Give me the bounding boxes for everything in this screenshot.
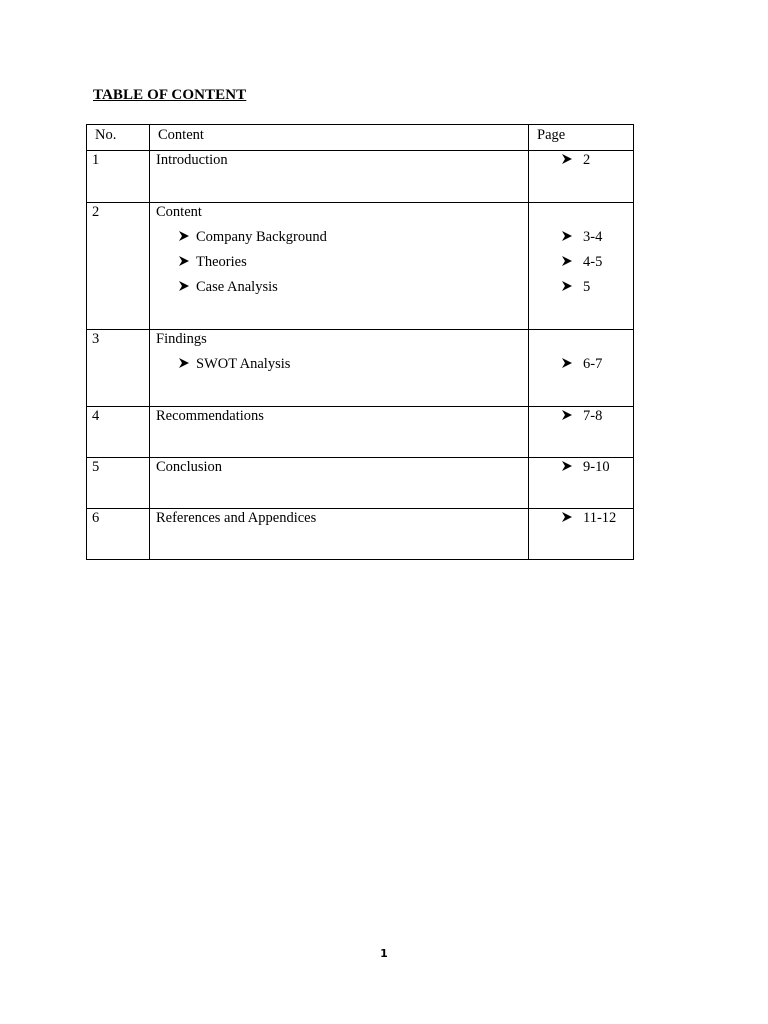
table-of-contents [86,124,634,560]
cell-number [87,509,150,560]
subsection-label: Company Background [196,229,327,245]
row-number: 2 [92,204,100,220]
subsection-item [150,355,528,380]
page-reference [529,278,633,303]
table-row [87,203,634,330]
page-range: 9-10 [583,459,610,475]
header-content: Content [150,125,529,151]
arrowhead-bullet-icon [561,409,573,421]
page-reference [529,253,633,278]
table-header-row [87,125,634,151]
page-reference [529,458,633,483]
cell-number [87,203,150,330]
subsection-list [150,355,528,380]
arrowhead-bullet-icon [178,357,190,369]
cell-content [150,407,529,458]
arrowhead-bullet-icon [178,230,190,242]
header-no: No. [87,125,150,151]
cell-content [150,509,529,560]
subsection-item [150,228,528,253]
page-number: 1 [380,947,388,960]
subsection-item [150,278,528,303]
arrowhead-bullet-icon [561,153,573,165]
page-reference [529,228,633,253]
page-range: 7-8 [583,408,603,424]
document-title: TABLE OF CONTENT [93,87,247,103]
page-range: 2 [583,152,591,168]
cell-number [87,330,150,407]
arrowhead-bullet-icon [561,230,573,242]
cell-page [529,407,634,458]
section-title: Recommendations [156,408,264,424]
arrowhead-bullet-icon [561,511,573,523]
page-spacer [529,330,633,355]
subsection-item [150,253,528,278]
cell-content [150,151,529,203]
table-row [87,509,634,560]
cell-content [150,458,529,509]
arrowhead-bullet-icon [561,280,573,292]
cell-content [150,203,529,330]
row-number: 4 [92,408,100,424]
page-range: 5 [583,279,591,295]
header-page: Page [529,125,634,151]
arrowhead-bullet-icon [178,280,190,292]
cell-page [529,458,634,509]
arrowhead-bullet-icon [561,460,573,472]
cell-content [150,330,529,407]
cell-number [87,458,150,509]
page-spacer [529,203,633,228]
subsection-label: Case Analysis [196,279,278,295]
page-range: 4-5 [583,254,603,270]
page-reference [529,355,633,380]
cell-page [529,509,634,560]
subsection-label: SWOT Analysis [196,356,291,372]
table-row [87,458,634,509]
subsection-list [150,228,528,303]
row-number: 5 [92,459,100,475]
section-title: References and Appendices [156,510,317,526]
arrowhead-bullet-icon [178,255,190,267]
page-range: 6-7 [583,356,603,372]
section-title: Findings [156,331,207,347]
row-number: 3 [92,331,100,347]
page-reference [529,509,633,534]
table-row [87,151,634,203]
page-reference [529,407,633,432]
cell-number [87,407,150,458]
subsection-label: Theories [196,254,247,270]
arrowhead-bullet-icon [561,357,573,369]
page-reference [529,151,633,176]
cell-number [87,151,150,203]
section-title: Conclusion [156,459,223,475]
table-row [87,407,634,458]
page-range: 11-12 [583,510,617,526]
table-row [87,330,634,407]
arrowhead-bullet-icon [561,255,573,267]
row-number: 1 [92,152,100,168]
cell-page [529,151,634,203]
section-title: Introduction [156,152,228,168]
page-range: 3-4 [583,229,603,245]
cell-page [529,330,634,407]
section-title: Content [156,204,202,220]
cell-page [529,203,634,330]
row-number: 6 [92,510,100,526]
